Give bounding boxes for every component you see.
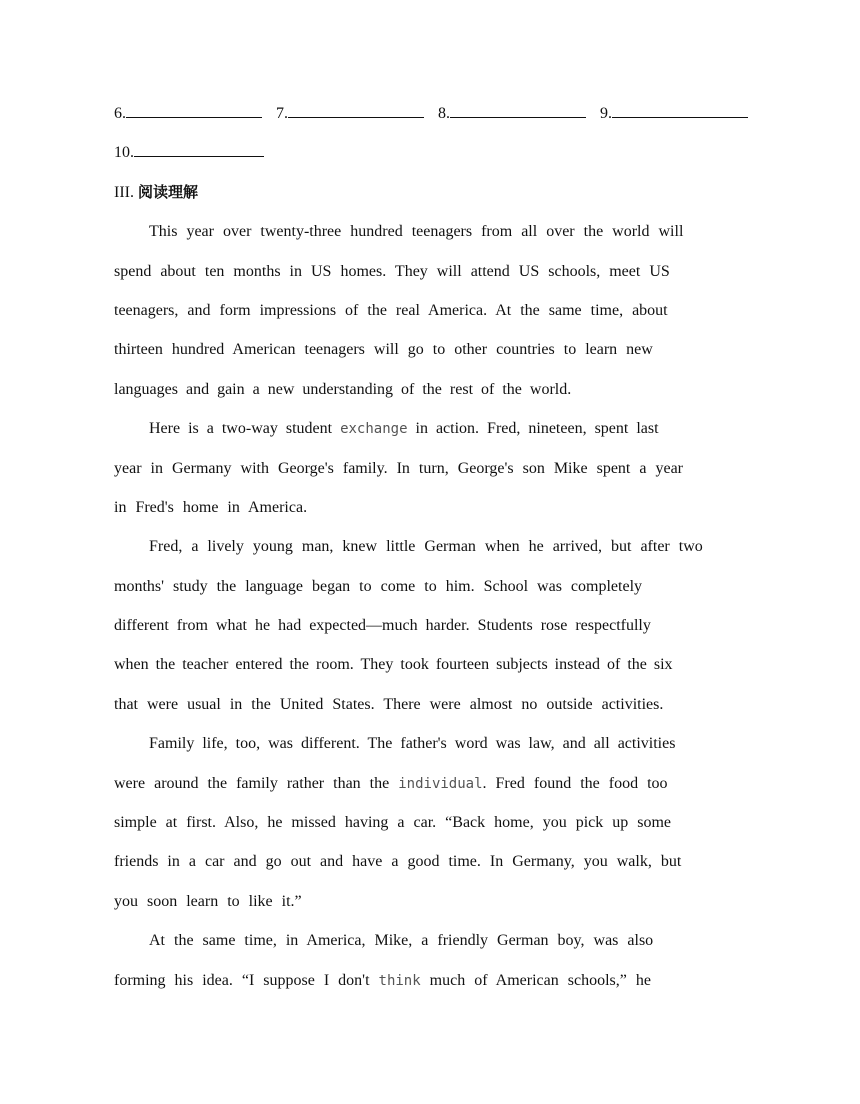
paragraph-line: year in Germany with George's family. In turn, George's son Mike spent a year	[114, 459, 683, 477]
section-heading	[114, 173, 754, 212]
section-title: 阅读理解	[137, 182, 198, 201]
paragraph-line: simple at first. Also, he missed having a car. “Back home, you pick up some	[114, 814, 672, 832]
text-segment: much of American schools,” he	[429, 971, 651, 989]
paragraph-line: that were usual in the United States. There were almost no outside activities.	[114, 695, 664, 713]
paragraph-line: Fred, a lively young man, knew little German when he arrived, but after two	[149, 538, 703, 556]
answer-blank-6[interactable]	[126, 103, 262, 118]
paragraph-line: months' study the language began to come to him. School was completely	[114, 577, 643, 595]
keyword-think: think	[378, 972, 421, 989]
blank-label-8: 8.	[438, 105, 450, 122]
blank-label-10: 10.	[114, 144, 134, 162]
paragraph-line: spend about ten months in US homes. They will attend US schools, meet US	[114, 262, 670, 280]
paragraph-line: languages and gain a new understanding of the rest of the world.	[114, 380, 572, 398]
answer-blank-8[interactable]	[450, 103, 586, 118]
blank-label-6: 6.	[114, 105, 126, 122]
text-segment: were around the family rather than the	[114, 774, 390, 792]
paragraph-line: friends in a car and go out and have a good time. In Germany, you walk, but	[114, 853, 682, 871]
answer-blank-10[interactable]	[134, 142, 264, 157]
keyword-exchange: exchange	[340, 421, 408, 438]
answer-blank-row	[114, 94, 754, 133]
blank-label-9: 9.	[600, 105, 612, 122]
text-segment: Here is a two-way student	[149, 420, 333, 438]
paragraph-line: you soon learn to like it.”	[114, 892, 302, 910]
text-segment: in action. Fred, nineteen, spent last	[415, 420, 659, 438]
answer-blank-9[interactable]	[612, 103, 748, 118]
answer-blank-row	[114, 133, 754, 172]
paragraph-line: different from what he had expected—much harder. Students rose respectfully	[114, 617, 651, 635]
paragraph-line	[114, 764, 754, 803]
paragraph-line: Family life, too, was different. The father's word was law, and all activities	[149, 735, 676, 753]
paragraph-line: teenagers, and form impressions of the real America. At the same time, about	[114, 301, 668, 319]
document-page	[114, 94, 754, 1000]
paragraph-line: when the teacher entered the room. They took fourteen subjects instead of the six	[114, 656, 673, 674]
paragraph-line	[114, 961, 754, 1000]
answer-blank-7[interactable]	[288, 103, 424, 118]
paragraph-line: This year over twenty-three hundred teenagers from all over the world will	[149, 223, 684, 241]
text-segment: . Fred found the food too	[482, 774, 668, 792]
paragraph-line: in Fred's home in America.	[114, 498, 308, 516]
paragraph-line	[114, 409, 754, 448]
keyword-individual: individual	[398, 775, 483, 792]
section-numeral: III.	[114, 183, 134, 201]
blank-label-7: 7.	[276, 105, 288, 122]
paragraph-line: At the same time, in America, Mike, a friendly German boy, was also	[149, 932, 654, 950]
text-segment: forming his idea. “I suppose I don't	[114, 971, 370, 989]
paragraph-line: thirteen hundred American teenagers will go to other countries to learn new	[114, 341, 653, 359]
